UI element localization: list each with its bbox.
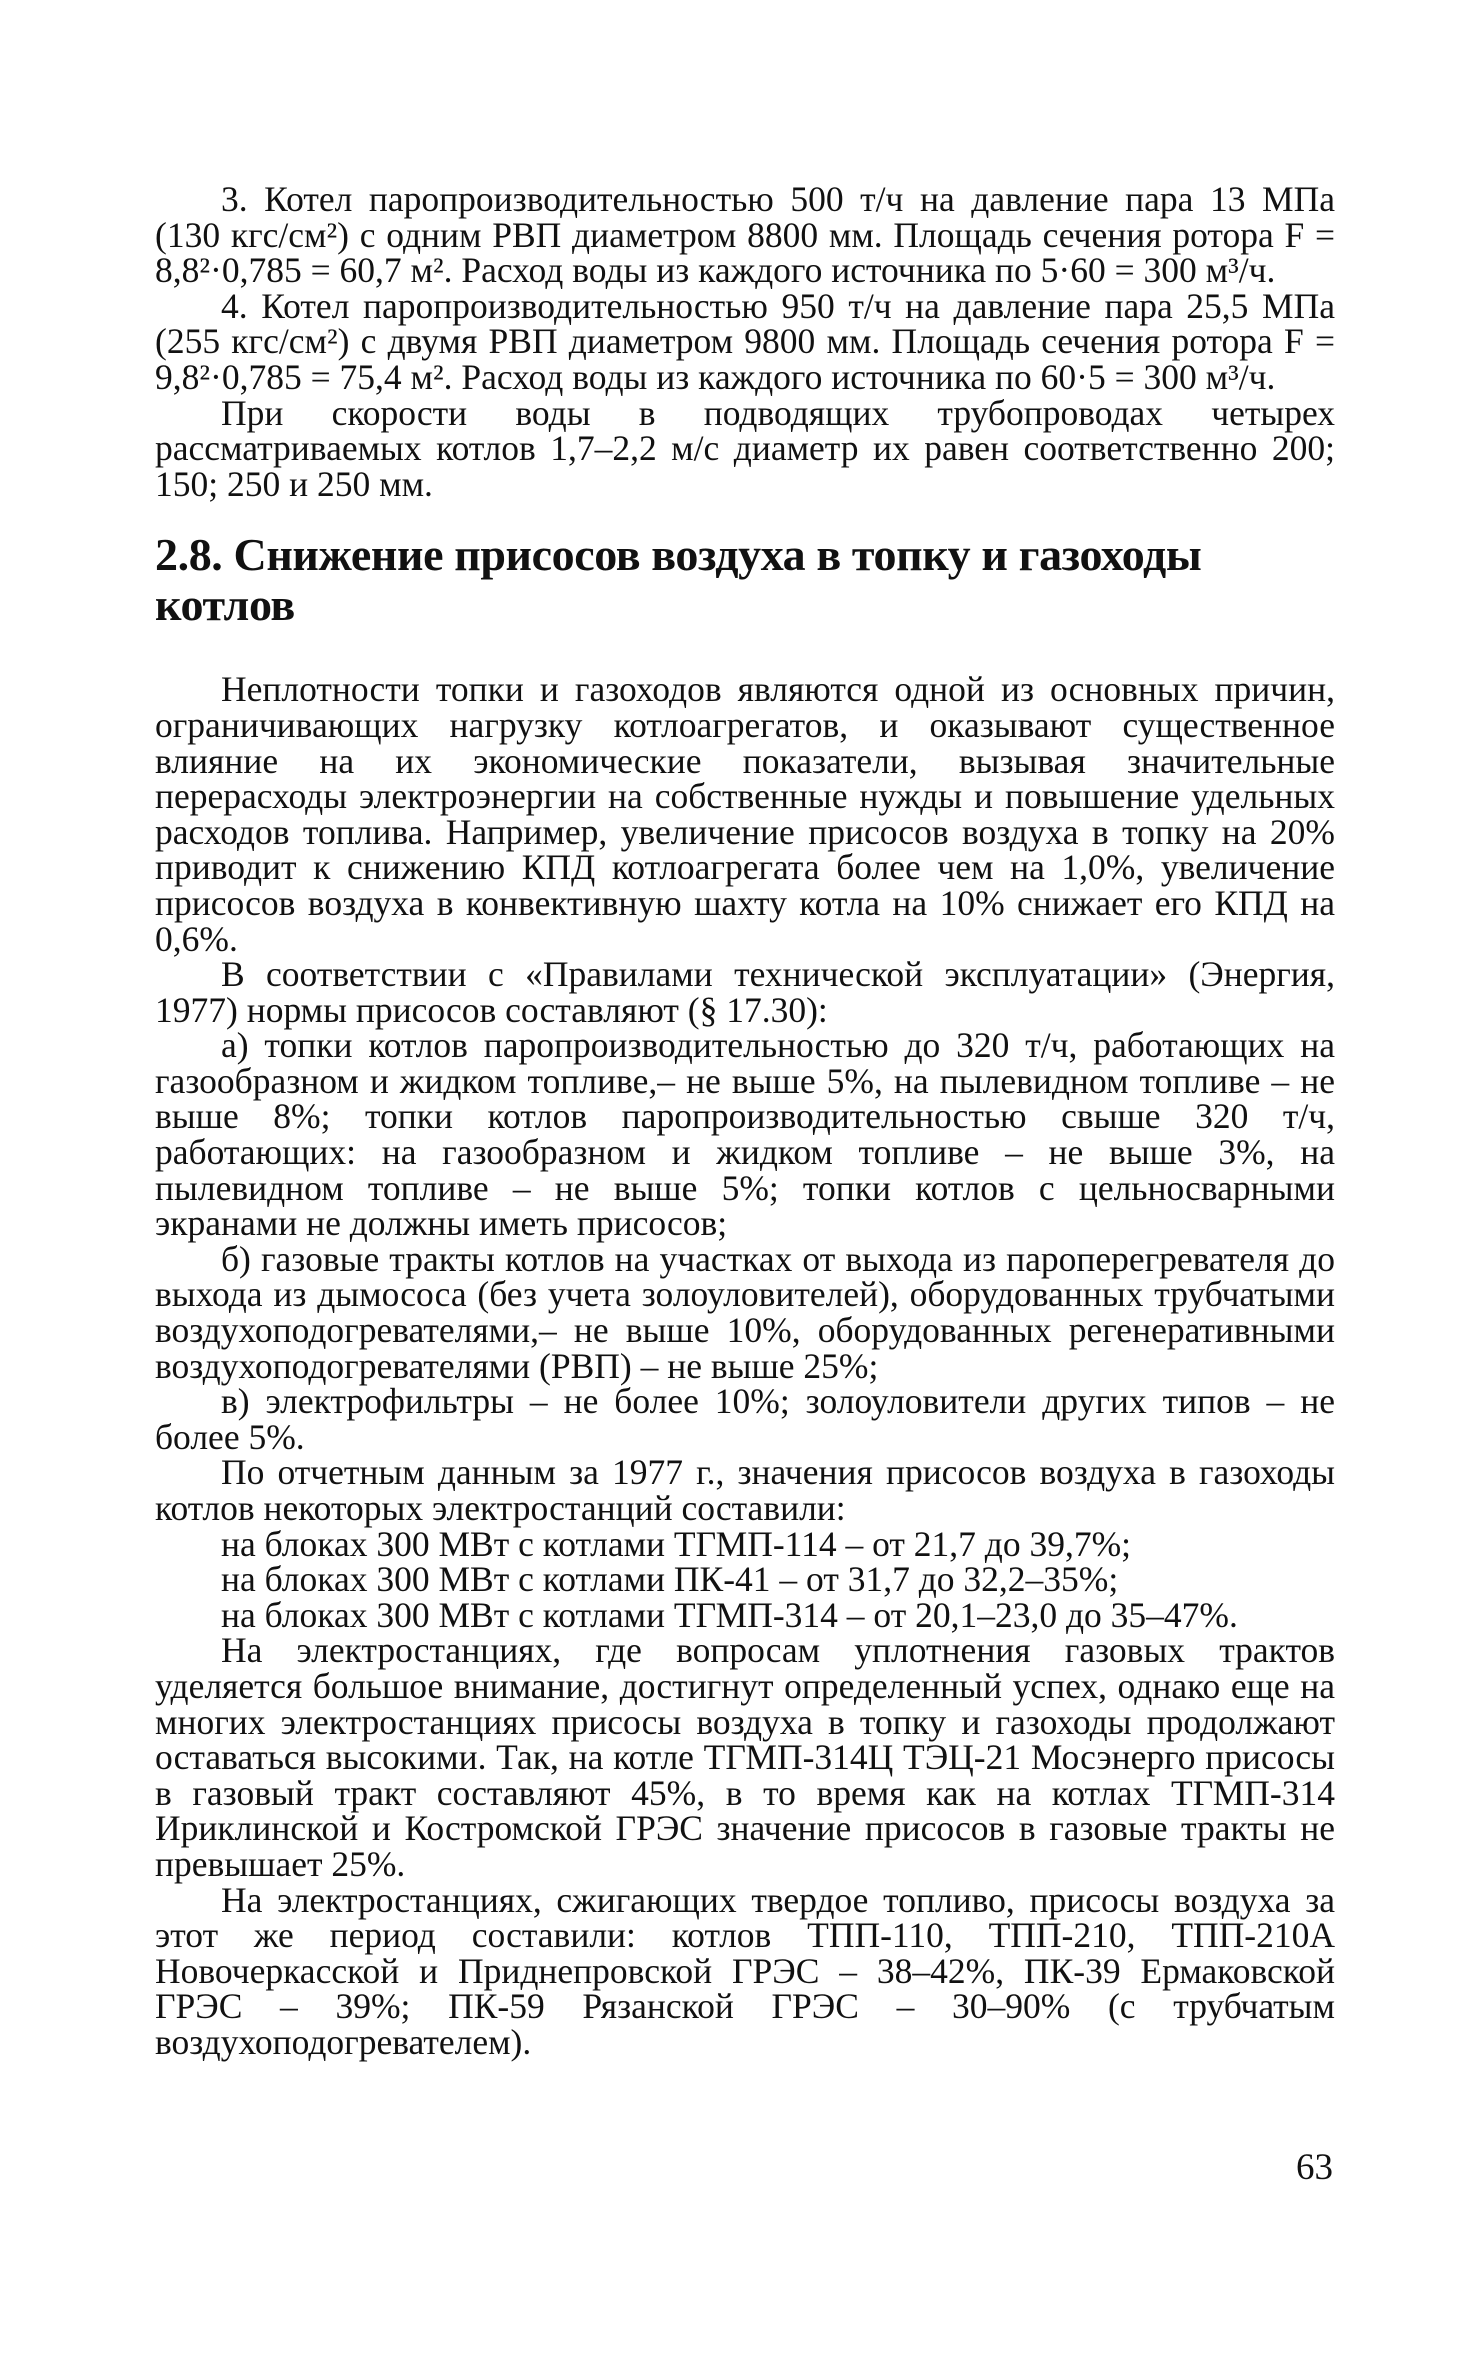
paragraph-pipe-diameters: При скорости воды в подводящих трубопроводах четырех рассматриваемых котлов 1,7–2,2 м/с диаметр их равен соответственно 200; 150; 250 и 250 мм.: [155, 392, 1335, 504]
list-item-tgmp-114: на блоках 300 МВт с котлами ТГМП-114 – от 21,7 до 39,7%;: [221, 1523, 1132, 1564]
list-item-pk-41: на блоках 300 МВт с котлами ПК-41 – от 31,7 до 32,2–35%;: [221, 1559, 1119, 1600]
page-number: 63: [1296, 2147, 1333, 2188]
list-item-c-precipitators: в) электрофильтры – не более 10%; золоуловители других типов – не более 5%.: [155, 1381, 1335, 1457]
paragraph-boiler-4: 4. Котел паропроизводительностью 950 т/ч на давление пара 25,5 МПа (255 кгс/см²) с двумя РВП диаметром 9800 мм. Площадь сечения ротора F = 9,8²·0,785 = 75,4 м². Расход воды из каждого источника по 60·5 = 300 м³/ч.: [155, 285, 1335, 397]
text-column: [155, 179, 1335, 2062]
list-item-tgmp-314: на блоках 300 МВт с котлами ТГМП-314 – от 20,1–23,0 до 35–47%.: [221, 1594, 1238, 1635]
paragraph-leakage-intro: Неплотности топки и газоходов являются одной из основных причин, ограничивающих нагрузку котлоагрегатов, и оказывают существенное влияние на их экономические показатели, вызывая значительные перерасходы электроэнергии на собственные нужды и повышение удельных расходов топлива. Например, увеличение присосов воздуха в топку на 20% приводит к снижению КПД котлоагрегата более чем на 1,0%, увеличение присосов воздуха в конвективную шахту котла на 10% снижает его КПД на 0,6%.: [155, 669, 1335, 959]
paragraph-sealing-success: На электростанциях, где вопросам уплотнения газовых трактов уделяется большое внимание, достигнут определенный успех, однако еще на многих электростанциях присосы воздуха в топку и газоходы продолжают оставаться высокими. Так, на котле ТГМП-314Ц ТЭЦ-21 Мосэнерго присосы в газовый тракт составляют 45%, в то время как на котлах ТГМП-314 Ириклинской и Костромской ГРЭС значение присосов в газовые тракты не превышает 25%.: [155, 1630, 1335, 1884]
paragraph-1977-data: По отчетным данным за 1977 г., значения присосов воздуха в газоходы котлов некоторых электростанций составили:: [155, 1452, 1335, 1528]
paragraph-solid-fuel: На электростанциях, сжигающих твердое топливо, присосы воздуха за этот же период составили: котлов ТПП-110, ТПП-210, ТПП-210А Новочеркасской и Приднепровской ГРЭС – 38–42%, ПК-39 Ермаковской ГРЭС – 39%; ПК-59 Рязанской ГРЭС – 30–90% (с трубчатым воздухоподогревателем).: [155, 1879, 1335, 2062]
list-item-b-gas-ducts: б) газовые тракты котлов на участках от выхода из пароперегревателя до выхода из дымососа (без учета золоуловителей), оборудованных трубчатыми воздухоподогревателями,– не выше 10%, оборудованных регенеративными воздухоподогревателями (РВП) – не выше 25%;: [155, 1238, 1335, 1386]
section-heading: 2.8. Снижение присосов воздуха в топку и газоходы котлов: [155, 529, 1202, 631]
paragraph-rules-reference: В соответствии с «Правилами технической эксплуатации» (Энергия, 1977) нормы присосов составляют (§ 17.30):: [155, 954, 1335, 1030]
list-item-a-furnaces: а) топки котлов паропроизводительностью до 320 т/ч, работающих на газообразном и жидком топливе,– не выше 5%, на пылевидном топливе – не выше 8%; топки котлов паропроизводительностью свыше 320 т/ч, работающих: на газообразном и жидком топливе – не выше 3%, на пылевидном топливе – не выше 5%; топки котлов с цельносварными экранами не должны иметь присосов;: [155, 1025, 1335, 1244]
paragraph-boiler-3: 3. Котел паропроизводительностью 500 т/ч на давление пара 13 МПа (130 кгс/см²) с одним РВП диаметром 8800 мм. Площадь сечения ротора F = 8,8²·0,785 = 60,7 м². Расход воды из каждого источника по 5·60 = 300 м³/ч.: [155, 179, 1335, 291]
